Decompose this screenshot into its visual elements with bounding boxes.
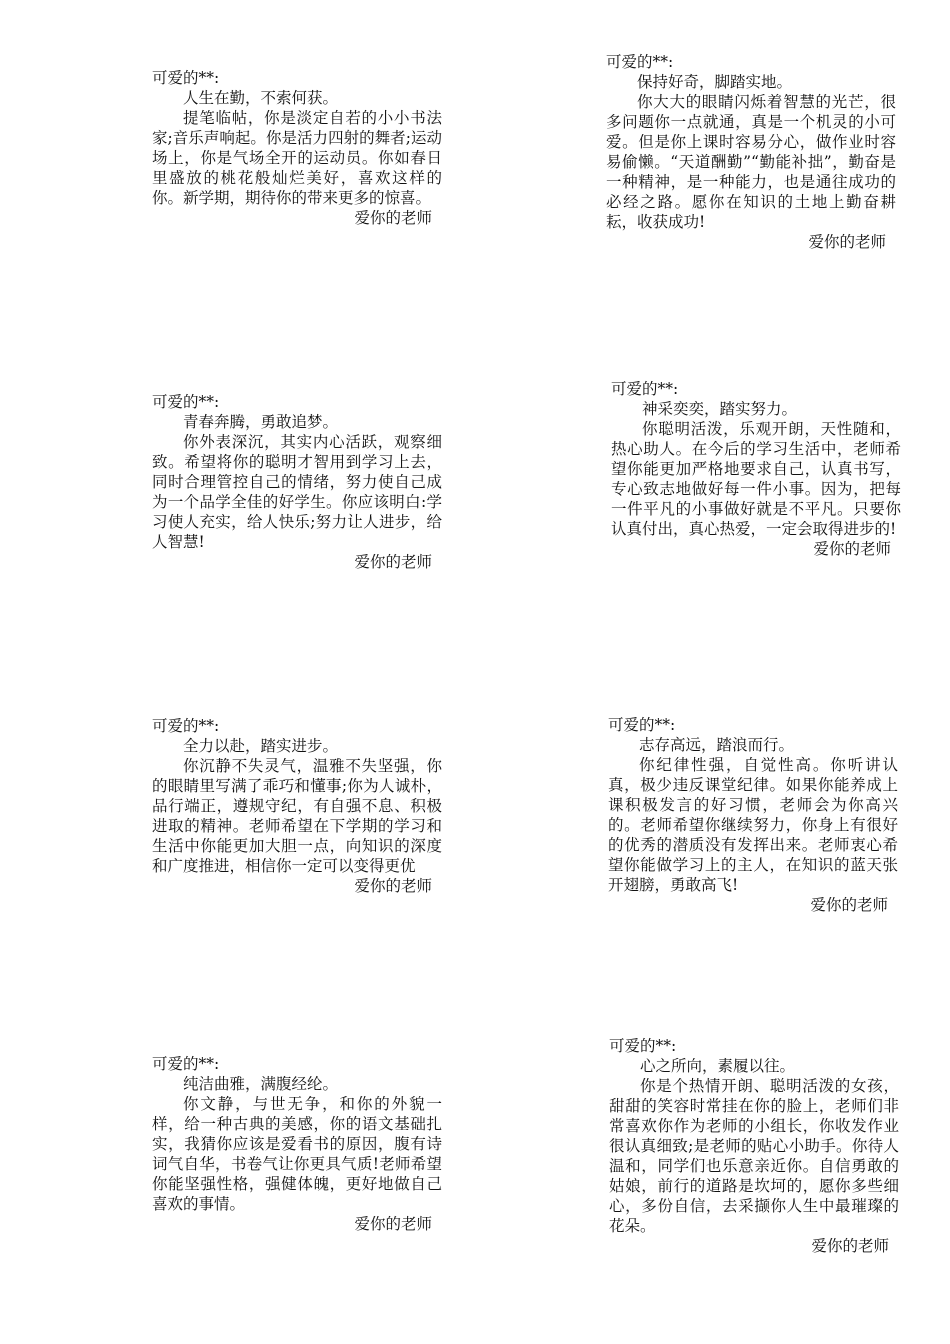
comment-body: 你沉静不失灵气，温雅不失坚强，你的眼睛里写满了乖巧和懂事;你为人诚朴，品行端正，遵规守纪，有自强不息、积极进取的精神。老师希望在下学期的学习和生活中你能更加大胆一点，向知识的深度和广度推进，相信你一定可以变得更优 — [152, 757, 442, 875]
signature: 爱你的老师 — [813, 540, 891, 558]
comment-card-1 — [152, 68, 442, 228]
motto: 青春奔腾，勇敢追梦。 — [183, 413, 339, 431]
signature: 爱你的老师 — [810, 896, 888, 914]
comment-card-6 — [608, 715, 898, 915]
comment-body: 你大大的眼睛闪烁着智慧的光芒，很多问题你一点就通，真是一个机灵的小可爱。但是你上课时容易分心，做作业时容易偷懒。“天道酬勤”“勤能补拙”，勤奋是一种精神，是一种能力，也是通往成功的必经之路。愿你在知识的土地上勤奋耕耘，收获成功! — [606, 93, 896, 231]
motto: 纯洁曲雅，满腹经纶。 — [183, 1075, 339, 1093]
comment-body: 提笔临帖，你是淡定自若的小小书法家;音乐声响起。你是活力四射的舞者;运动场上，你是气场全开的运动员。你如春日里盛放的桃花般灿烂美好，喜欢这样的你。新学期，期待你的带来更多的惊喜。 — [152, 109, 442, 207]
signature: 爱你的老师 — [354, 553, 432, 571]
motto: 全力以赴，踏实进步。 — [183, 737, 339, 755]
comment-card-4 — [611, 379, 901, 559]
motto: 志存高远，踏浪而行。 — [639, 736, 795, 754]
comment-card-5 — [152, 716, 442, 896]
greeting: 可爱的**: — [608, 716, 676, 734]
greeting: 可爱的**: — [609, 1037, 677, 1055]
comment-card-3 — [152, 392, 442, 572]
greeting: 可爱的**: — [152, 393, 220, 411]
motto: 心之所向，素履以往。 — [640, 1057, 796, 1075]
motto: 保持好奇，脚踏实地。 — [637, 73, 793, 91]
greeting: 可爱的**: — [152, 69, 220, 87]
signature: 爱你的老师 — [354, 877, 432, 895]
comment-card-7 — [152, 1054, 442, 1234]
greeting: 可爱的**: — [606, 53, 674, 71]
signature: 爱你的老师 — [808, 233, 886, 251]
greeting: 可爱的**: — [152, 717, 220, 735]
comment-body: 你外表深沉，其实内心活跃，观察细致。希望将你的聪明才智用到学习上去，同时合理管控自己的情绪，努力使自己成为一个品学全佳的好学生。你应该明白:学习使人充实，给人快乐;努力让人进步，给人智慧! — [152, 433, 442, 551]
comment-body: 你聪明活泼，乐观开朗，天性随和，热心助人。在今后的学习生活中，老师希望你能更加严格地要求自己，认真书写，专心致志地做好每一件小事。因为，把每一件平凡的小事做好就是不平凡。只要你认真付出，真心热爱，一定会取得进步的! — [611, 420, 901, 538]
comment-body: 你文静，与世无争，和你的外貌一样，给一种古典的美感，你的语文基础扎实，我猜你应该是爱看书的原因，腹有诗词气自华，书卷气让你更具气质!老师希望你能坚强性格，强健体魄，更好地做自己喜欢的事情。 — [152, 1095, 442, 1213]
signature: 爱你的老师 — [354, 209, 432, 227]
comment-card-8 — [609, 1036, 899, 1256]
comment-card-2 — [606, 52, 896, 252]
comment-body: 你纪律性强，自觉性高。你听讲认真，极少违反课堂纪律。如果你能养成上课积极发言的好习惯，老师会为你高兴的。老师希望你继续努力，你身上有很好的优秀的潜质没有发挥出来。老师衷心希望你能做学习上的主人，在知识的蓝天张开翅膀，勇敢高飞! — [608, 756, 898, 894]
signature: 爱你的老师 — [811, 1237, 889, 1255]
greeting: 可爱的**: — [152, 1055, 220, 1073]
comment-body: 你是个热情开朗、聪明活泼的女孩，甜甜的笑容时常挂在你的脸上，老师们非常喜欢你作为老师的小组长，你收发作业很认真细致;是老师的贴心小助手。你待人温和，同学们也乐意亲近你。自信勇敢的姑娘，前行的道路是坎坷的，愿你多些细心，多份自信，去采撷你人生中最璀璨的花朵。 — [609, 1077, 899, 1235]
signature: 爱你的老师 — [354, 1215, 432, 1233]
motto: 人生在勤，不索何获。 — [183, 89, 339, 107]
greeting: 可爱的**: — [611, 380, 679, 398]
motto: 神采奕奕，踏实努力。 — [642, 400, 798, 418]
